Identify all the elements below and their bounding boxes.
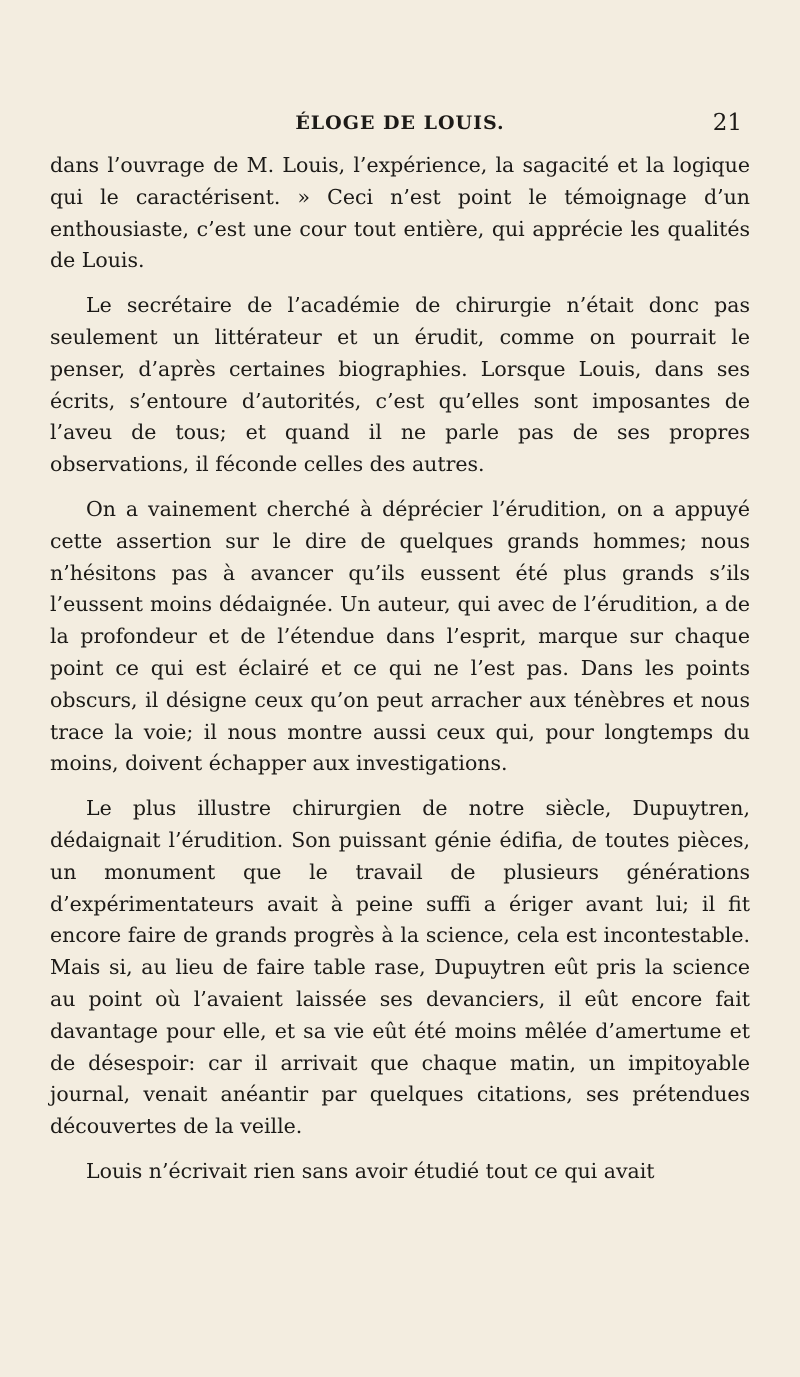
page-number: 21 <box>712 110 742 136</box>
page-header <box>50 112 750 142</box>
paragraph-3: On a vainement cherché à déprécier l’érudition, on a appuyé cette assertion sur le dire de quelques grands hommes; nous n’hésitons pas à avancer qu’ils eussent été plus grands s’ils l’eussent moins dédaignée. Un auteur, qui avec de l’érudition, a de la profondeur et de l’étendue dans l’esprit, marque sur chaque point ce qui est éclairé et ce qui ne l’est pas. Dans les points obscurs, il désigne ceux qu’on peut arracher aux ténèbres et nous trace la voie; il nous montre aussi ceux qui, pour longtemps du moins, doivent échapper aux investigations. <box>50 496 750 776</box>
paragraph-1: dans l’ouvrage de M. Louis, l’expérience, la sagacité et la logique qui le caractérisent. » Ceci n’est point le témoignage d’un enthousiaste, c’est une cour tout entière, qui apprécie les qualités de Louis. <box>50 153 750 273</box>
paragraph-5: Louis n’écrivait rien sans avoir étudié tout ce qui avait <box>86 1158 655 1183</box>
body-text <box>50 150 750 1188</box>
paragraph-4: Le plus illustre chirurgien de notre siècle, Dupuytren, dédaignait l’érudition. Son puissant génie édifia, de toutes pièces, un monument que le travail de plusieurs générations d’expérimentateurs avait à peine suffi a ériger avant lui; il fit encore faire de grands progrès à la science, cela est incontestable. Mais si, au lieu de faire table rase, Dupuytren eût pris la science au point où l’avaient laissée ses devanciers, il eût encore fait davantage pour elle, et sa vie eût été moins mêlée d’amertume et de désespoir: car il arrivait que chaque matin, un impitoyable journal, venait anéantir par quelques citations, ses prétendues découvertes de la veille. <box>50 796 750 1139</box>
paragraph-2: Le secrétaire de l’académie de chirurgie n’était donc pas seulement un littérateur et un érudit, comme on pourrait le penser, d’après certaines biographies. Lorsque Louis, dans ses écrits, s’entoure d’autorités, c’est qu’elles sont imposantes de l’aveu de tous; et quand il ne parle pas de ses propres observations, il féconde celles des autres. <box>50 293 750 477</box>
running-title: ÉLOGE DE LOUIS. <box>295 112 505 134</box>
